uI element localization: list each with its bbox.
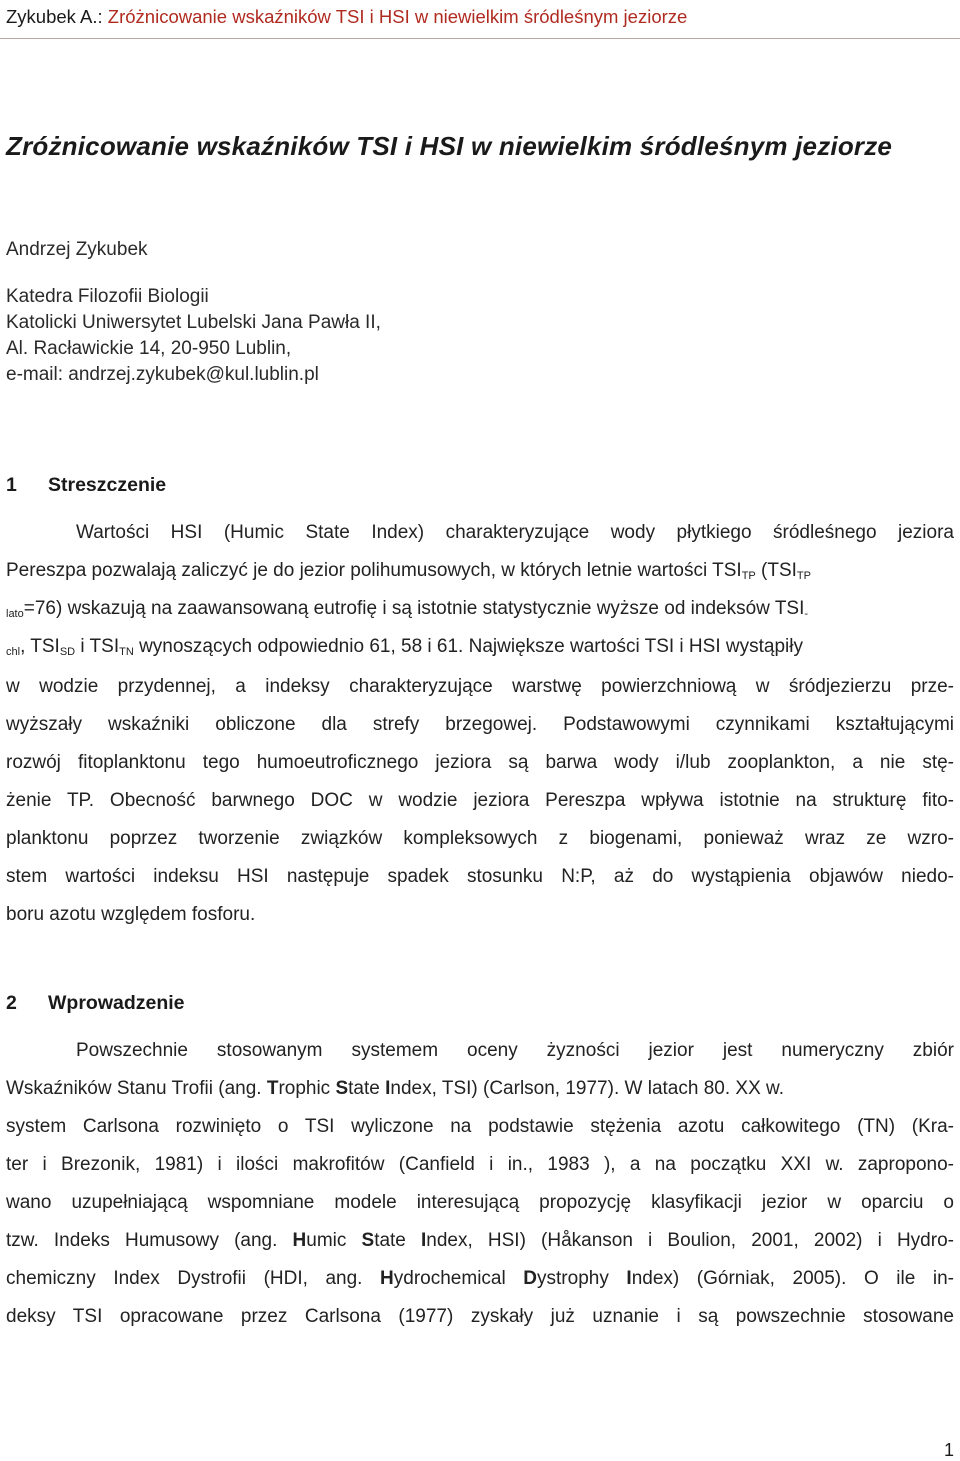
section-number: 1 <box>6 474 17 496</box>
paragraph-line: w wodzie przydennej, a indeksy charakteryzujące warstwę powierzchniową w śródjezierzu prze- <box>6 676 954 697</box>
section-heading <box>6 474 166 497</box>
paragraph-line: $_{chl}$, $TSI_{SD}$ i $TSI_{TN}$ wynoszących odpowiednio 61, 58 i 61. Największe wartości TSI i HSI wystąpiły <box>6 636 803 658</box>
paragraph-line: deksy TSI opracowane przez Carlsona (1977) zyskały już uznanie i są powszechnie stosowane <box>6 1306 954 1327</box>
paragraph-line: ter i Brezonik, 1981) i ilości makrofitów (Canfield i in., 1983 ), a na początku XXI w. zapropono- <box>6 1154 954 1175</box>
page-number: 1 <box>943 1440 954 1460</box>
affiliation-line: Al. Racławickie 14, 20-950 Lublin, <box>6 338 292 359</box>
email-line: e-mail: andrzej.zykubek@kul.lublin.pl <box>6 364 319 385</box>
paragraph-line: żenie TP. Obecność barwnego DOC w wodzie jeziora Pereszpa wpływa istotnie na strukturę fito- <box>6 790 954 811</box>
paragraph-line: $_{lato}$=76) wskazują na zaawansowaną eutrofię i są istotnie statystycznie wyższe od indeksów $TSI_-$ <box>6 598 809 620</box>
paragraph-line: wyższały wskaźniki obliczone dla strefy brzegowej. Podstawowymi czynnikami kształtującymi <box>6 714 954 735</box>
paragraph-line: Powszechnie stosowanym systemem oceny żyzności jezior jest numeryczny zbiór <box>76 1040 954 1061</box>
paper-title: Zróżnicowanie wskaźników TSI i HSI w niewielkim śródleśnym jeziorze <box>6 131 893 161</box>
paragraph-line: Wartości HSI (Humic State Index) charakteryzujące wody płytkiego śródleśnego jeziora <box>76 522 954 543</box>
section-title: Streszczenie <box>48 474 167 496</box>
paragraph-line: stem wartości indeksu HSI następuje spadek stosunku N:P, aż do wystąpienia objawów niedo- <box>6 866 954 887</box>
paragraph-line: Wskaźników Stanu Trofii (ang. Trophic State Index, TSI) (Carlson, 1977). W latach 80. XX w. <box>6 1078 784 1099</box>
paragraph-line: chemiczny Index Dystrofii (HDI, ang. Hydrochemical Dystrophy Index) (Górniak, 2005). O ile in- <box>6 1268 954 1289</box>
paragraph-line: tzw. Indeks Humusowy (ang. Humic State Index, HSI) (Håkanson i Boulion, 2001, 2002) i Hydro- <box>6 1230 954 1251</box>
running-header-author: Zykubek A. <box>6 6 98 27</box>
author-name: Andrzej Zykubek <box>6 239 148 260</box>
running-header-title: Zróżnicowanie wskaźników TSI i HSI w niewielkim śródleśnym jeziorze <box>107 6 688 27</box>
section-title: Wprowadzenie <box>48 992 185 1014</box>
paragraph-line: Pereszpa pozwalają zaliczyć je do jezior polihumusowych, w których letnie wartości $TSI_{TP}$ ($TSI_{TP}$ <box>6 560 811 582</box>
section-number: 2 <box>6 992 17 1014</box>
affiliation-line: Katolicki Uniwersytet Lubelski Jana Pawła II, <box>6 312 381 333</box>
paragraph-line: boru azotu względem fosforu. <box>6 904 256 925</box>
paragraph-line: system Carlsona rozwinięto o TSI wyliczone na podstawie stężenia azotu całkowitego (TN) (Kra- <box>6 1116 954 1137</box>
header-divider <box>0 38 960 39</box>
running-header-separator: : <box>97 6 103 27</box>
running-header <box>6 6 954 28</box>
affiliation-line: Katedra Filozofii Biologii <box>6 286 209 307</box>
paragraph-line: rozwój fitoplanktonu tego humoeutroficznego jeziora są barwa wody i/lub zooplankton, a nie stę- <box>6 752 954 773</box>
paragraph-line: planktonu poprzez tworzenie związków kompleksowych z biogenami, ponieważ wraz ze wzro- <box>6 828 954 849</box>
section-heading <box>6 992 185 1015</box>
paragraph-line: wano uzupełniającą wspomniane modele interesującą propozycję klasyfikacji jezior w oparciu o <box>6 1192 954 1213</box>
